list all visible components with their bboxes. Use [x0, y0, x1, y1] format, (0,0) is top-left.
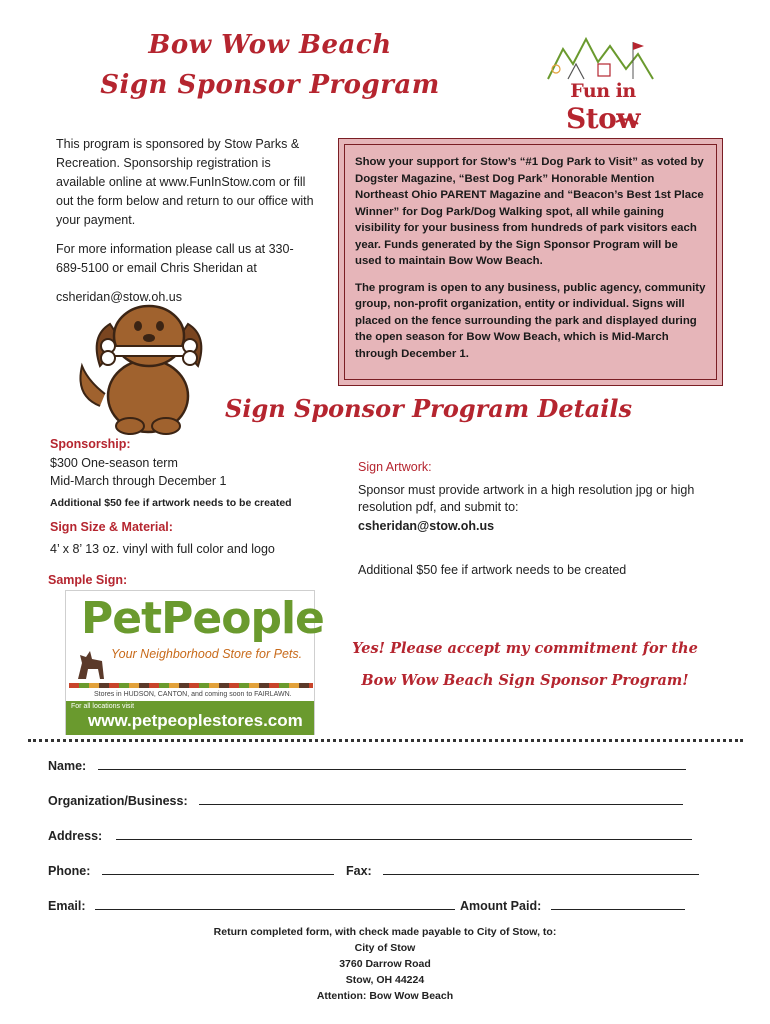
- sample-sign-label: Sample Sign:: [48, 573, 128, 587]
- intro-text: [56, 135, 316, 317]
- fax-label: Fax:: [346, 864, 372, 878]
- logo-text: [538, 80, 668, 135]
- email-row: [48, 898, 455, 913]
- sign-artwork-email: csheridan@stow.oh.us: [358, 519, 495, 533]
- return-info: [135, 924, 635, 1004]
- petpeople-brand: PetPeople: [81, 593, 324, 644]
- pet-silhouette-icon: [74, 643, 110, 683]
- dog-illustration: [70, 296, 230, 436]
- email-label: Email:: [48, 899, 86, 913]
- dog-with-bone-icon: [70, 296, 230, 436]
- organization-row: [48, 793, 683, 808]
- organization-label: Organization/Business:: [48, 794, 188, 808]
- address-row: [48, 828, 692, 843]
- sample-sign-image: [65, 590, 324, 735]
- logo-text-fun: Fun in: [570, 80, 636, 102]
- return-line-5: Attention: Bow Wow Beach: [316, 990, 454, 1002]
- return-line-4: Stow, OH 44224: [345, 974, 425, 986]
- phone-label: Phone:: [48, 864, 91, 878]
- cut-line-divider: [28, 739, 743, 742]
- sign-artwork-text: Sponsor must provide artwork in a high resolution jpg or high resolution pdf, and submit to:: [358, 483, 695, 514]
- sign-size-label: Sign Size & Material:: [50, 520, 173, 534]
- artwork-fee-note: Additional $50 fee if artwork needs to be created: [50, 497, 292, 509]
- petpeople-url-caption: For all locations visit: [71, 703, 135, 710]
- intro-paragraph-1: This program is sponsored by Stow Parks & Recreation. Sponsorship registration is available online at www.FunInStow.com or fill out the form below and return to our office with your payment.: [56, 137, 314, 227]
- amount-field[interactable]: [551, 898, 685, 910]
- email-field[interactable]: [95, 898, 455, 910]
- sponsorship-dates: Mid-March through December 1: [50, 474, 227, 488]
- sponsorship-term: $300 One-season term: [50, 456, 178, 470]
- address-field[interactable]: [116, 828, 692, 840]
- color-stripe: [69, 683, 313, 688]
- intro-paragraph-2: For more information please call us at 330-689-5100 or email Chris Sheridan at: [56, 242, 294, 275]
- pledge-line-2: Bow Wow Beach Sign Sponsor Program!: [361, 672, 689, 689]
- sign-size-value: 4’ x 8’ 13 oz. vinyl with full color and logo: [50, 542, 275, 556]
- sign-artwork-fee: Additional $50 fee if artwork needs to be created: [358, 563, 627, 577]
- return-line-2: City of Stow: [354, 942, 416, 954]
- sign-artwork-label: Sign Artwork:: [358, 460, 432, 474]
- amount-row: [460, 898, 685, 913]
- organization-field[interactable]: [199, 793, 683, 805]
- fax-field[interactable]: [383, 863, 699, 875]
- pledge-text: [330, 633, 720, 697]
- page-title-line1: Bow Wow Beach: [148, 30, 392, 60]
- callout-paragraph-2: The program is open to any business, public agency, community group, non-profit organization, entity or individual. Signs will placed on the fence surrounding the park and displayed during the open season for Bow Wow Beach, which is Mid-March through December 1.: [355, 281, 706, 360]
- petpeople-tagline: Your Neighborhood Store for Pets.: [111, 647, 303, 661]
- petpeople-url-bar: [66, 701, 314, 735]
- amount-label: Amount Paid:: [460, 899, 542, 913]
- petpeople-url: www.petpeoplestores.com: [88, 711, 303, 730]
- petpeople-stores: Stores in HUDSON, CANTON, and coming soon to FAIRLAWN.: [94, 691, 292, 698]
- fax-row: [346, 863, 699, 878]
- callout-paragraph-1: Show your support for Stow’s “#1 Dog Park to Visit” as voted by Dogster Magazine, “Best Dog Park” Honorable Mention Northeast Ohio PARENT Magazine and “Beacon’s Best 1st Place Winner” for Dog Park/Dog Walking spot, all while gaining visibility for your business from hundreds of park visitors each year. Funds generated by the Sign Sponsor Program will be used to maintain Bow Wow Beach.: [355, 156, 704, 267]
- logo-text-stow: Stow: [566, 102, 640, 135]
- name-row: [48, 758, 686, 773]
- fun-in-stow-logo: [538, 34, 668, 135]
- name-field[interactable]: [98, 758, 686, 770]
- return-line-1: Return completed form, with check made payable to City of Stow, to:: [213, 926, 557, 938]
- page-title-line2: Sign Sponsor Program: [100, 70, 440, 100]
- pledge-line-1: Yes! Please accept my commitment for the: [352, 640, 698, 657]
- address-label: Address:: [48, 829, 103, 843]
- return-line-3: 3760 Darrow Road: [339, 958, 431, 970]
- intro-email: csheridan@stow.oh.us: [56, 290, 182, 304]
- callout-box: [338, 138, 723, 386]
- name-label: Name:: [48, 759, 87, 773]
- phone-row: [48, 863, 334, 878]
- sponsorship-label: Sponsorship:: [50, 437, 131, 451]
- phone-field[interactable]: [102, 863, 334, 875]
- details-section-title: Sign Sponsor Program Details: [225, 394, 633, 423]
- callout-inner: [344, 144, 717, 380]
